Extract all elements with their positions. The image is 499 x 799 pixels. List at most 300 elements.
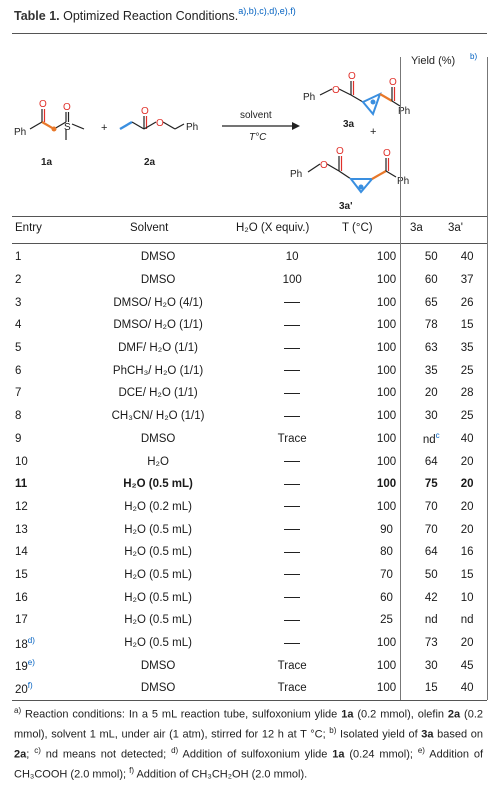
product-3a-prime-o3: O bbox=[383, 148, 391, 159]
cell-entry bbox=[12, 291, 90, 314]
cell-solvent bbox=[90, 654, 227, 677]
cell-water bbox=[227, 541, 358, 564]
temp-value: 100 bbox=[376, 500, 397, 513]
cell-temp bbox=[358, 337, 416, 360]
cell-solvent bbox=[90, 314, 227, 337]
cell-yield-3a-prime bbox=[447, 564, 487, 587]
water-value: Trace bbox=[277, 432, 307, 445]
cell-water bbox=[227, 269, 358, 292]
cell-temp bbox=[358, 291, 416, 314]
cell-yield-3a bbox=[415, 518, 447, 541]
table-caption: Optimized Reaction Conditions. bbox=[63, 9, 239, 24]
cell-yield-3a-prime bbox=[447, 314, 487, 337]
cell-water bbox=[227, 473, 358, 496]
cell-yield-3a-prime bbox=[447, 677, 487, 700]
cell-yield-3a bbox=[415, 632, 447, 655]
cell-solvent bbox=[90, 473, 227, 496]
cell-yield-3a bbox=[415, 314, 447, 337]
footnote-f-text: Addition of CH₃CH₂OH (2.0 mmol). bbox=[136, 768, 308, 781]
cell-yield-3a bbox=[415, 496, 447, 519]
yield-3a-prime-value: 40 bbox=[460, 432, 474, 445]
table-row bbox=[12, 314, 487, 337]
yield-3a-value: 78 bbox=[424, 319, 438, 332]
reactant-1a-s: S bbox=[64, 122, 71, 133]
product-3a-o2: O bbox=[348, 71, 356, 82]
cell-water bbox=[227, 291, 358, 314]
solvent-value: DMSO bbox=[140, 274, 176, 287]
yield-3a-value: 73 bbox=[424, 637, 438, 650]
temp-value: 100 bbox=[376, 410, 397, 423]
reaction-scheme bbox=[0, 34, 499, 214]
temp-value: 100 bbox=[376, 364, 397, 377]
footnote-b-bold-1: 3a bbox=[421, 728, 434, 741]
cell-yield-3a bbox=[415, 450, 447, 473]
table-row bbox=[12, 564, 487, 587]
cell-solvent bbox=[90, 564, 227, 587]
cell-water bbox=[227, 359, 358, 382]
yield-3a-value: 35 bbox=[424, 364, 438, 377]
table-row bbox=[12, 291, 487, 314]
reaction-arrowhead bbox=[292, 122, 300, 130]
reactant-1a-o1: O bbox=[39, 99, 47, 110]
cell-water bbox=[227, 518, 358, 541]
cell-yield-3a-prime bbox=[447, 382, 487, 405]
col-header-water: H₂O (X equiv.) bbox=[236, 222, 310, 234]
plus-sign-1: + bbox=[101, 122, 108, 134]
yield-3a-prime-value: 45 bbox=[460, 659, 474, 672]
reactant-2a-o2: O bbox=[156, 118, 164, 129]
table-row bbox=[12, 450, 487, 473]
yield-3a-value: 30 bbox=[424, 659, 438, 672]
yield-3a-value: nd bbox=[424, 614, 438, 627]
solvent-value: DMSO/ H₂O (1/1) bbox=[113, 319, 203, 332]
cell-yield-3a-prime bbox=[447, 405, 487, 428]
table-body bbox=[12, 246, 487, 700]
cell-yield-3a bbox=[415, 359, 447, 382]
solvent-value: DMSO bbox=[140, 251, 176, 264]
entry-number: 11 bbox=[15, 478, 28, 491]
yield-3a-value: 50 bbox=[424, 568, 438, 581]
yield-3a-value: 70 bbox=[424, 500, 438, 513]
entry-number: 10 bbox=[15, 455, 28, 468]
cell-yield-3a-prime bbox=[447, 337, 487, 360]
entry-note: d) bbox=[27, 635, 35, 645]
entry-number: 20 bbox=[15, 683, 28, 696]
cell-temp bbox=[358, 518, 416, 541]
cell-entry bbox=[12, 632, 90, 655]
not-applicable-dash bbox=[284, 325, 300, 326]
yield-3a-value: 63 bbox=[424, 342, 438, 355]
arrow-condition-bottom: T°C bbox=[249, 132, 267, 143]
cell-yield-3a bbox=[415, 609, 447, 632]
cell-water bbox=[227, 246, 358, 269]
yield-3a-prime-value: 26 bbox=[460, 296, 474, 309]
solvent-value: H₂O bbox=[147, 455, 169, 468]
table-row bbox=[12, 632, 487, 655]
temp-value: 100 bbox=[376, 342, 397, 355]
entry-number: 7 bbox=[15, 387, 22, 400]
cell-entry bbox=[12, 337, 90, 360]
footnote-a-text-2: (0.2 mmol), olefin bbox=[353, 708, 448, 721]
table-bottom-rule bbox=[12, 700, 487, 701]
cell-water bbox=[227, 405, 358, 428]
not-applicable-dash bbox=[284, 461, 300, 462]
plus-sign-2: + bbox=[370, 126, 377, 138]
yield-3a-value: 60 bbox=[424, 274, 438, 287]
solvent-value: H₂O (0.2 mL) bbox=[124, 500, 192, 513]
cell-solvent bbox=[90, 291, 227, 314]
cell-yield-3a-prime bbox=[447, 473, 487, 496]
water-value: Trace bbox=[277, 659, 307, 672]
yield-3a-value: 70 bbox=[424, 523, 438, 536]
reactant-1a-marker bbox=[52, 127, 57, 132]
cell-water bbox=[227, 586, 358, 609]
entry-number: 14 bbox=[15, 546, 28, 559]
footnote-a-bold-2: 2a bbox=[447, 708, 461, 721]
entry-number: 2 bbox=[15, 274, 22, 287]
solvent-value: H₂O (0.5 mL) bbox=[124, 614, 192, 627]
cell-entry bbox=[12, 609, 90, 632]
entry-number: 8 bbox=[15, 410, 22, 423]
cell-yield-3a-prime bbox=[447, 632, 487, 655]
entry-number: 6 bbox=[15, 364, 22, 377]
temp-value: 100 bbox=[376, 682, 397, 695]
cell-temp bbox=[358, 586, 416, 609]
reactant-2a-ph: Ph bbox=[186, 122, 199, 133]
footnote-f-mark: f) bbox=[129, 766, 134, 776]
footnote-e-text: Addition of CH₃COOH (2.0 mmol); bbox=[14, 748, 484, 781]
solvent-value: DCE/ H₂O (1/1) bbox=[118, 387, 198, 400]
footnote-d-bold: 1a bbox=[332, 748, 345, 761]
entry-number: 5 bbox=[15, 342, 22, 355]
cell-temp bbox=[358, 314, 416, 337]
table-row bbox=[12, 677, 487, 700]
solvent-value: DMSO bbox=[140, 432, 176, 445]
cell-solvent bbox=[90, 337, 227, 360]
entry-note: f) bbox=[27, 680, 33, 690]
entry-number: 19 bbox=[15, 661, 28, 674]
table-row bbox=[12, 518, 487, 541]
cell-solvent bbox=[90, 541, 227, 564]
product-3a-prime-o2: O bbox=[336, 146, 344, 157]
temp-value: 70 bbox=[380, 568, 393, 581]
temp-value: 100 bbox=[376, 637, 397, 650]
table-title bbox=[14, 7, 296, 23]
cell-solvent bbox=[90, 269, 227, 292]
cell-temp bbox=[358, 632, 416, 655]
entry-number: 12 bbox=[15, 500, 28, 513]
yield-3a-prime-value: 25 bbox=[460, 364, 474, 377]
yield-3a-value: nd bbox=[422, 434, 436, 447]
yield-3a-value: 64 bbox=[424, 455, 438, 468]
table-row bbox=[12, 586, 487, 609]
solvent-value: DMSO bbox=[140, 659, 176, 672]
cell-yield-3a bbox=[415, 564, 447, 587]
cell-yield-3a-prime bbox=[447, 496, 487, 519]
temp-value: 60 bbox=[380, 591, 393, 604]
yield-3a-value: 50 bbox=[424, 251, 438, 264]
not-applicable-dash bbox=[284, 370, 300, 371]
table-title-notes: a),b),c),d),e),f) bbox=[238, 6, 296, 16]
solvent-value: DMF/ H₂O (1/1) bbox=[118, 342, 198, 355]
header-top-rule bbox=[12, 216, 487, 217]
solvent-value: CH₃CN/ H₂O (1/1) bbox=[111, 410, 205, 423]
cell-water bbox=[227, 314, 358, 337]
col-header-solvent: Solvent bbox=[130, 222, 169, 234]
table-row bbox=[12, 428, 487, 451]
cell-yield-3a-prime bbox=[447, 246, 487, 269]
cell-temp bbox=[358, 541, 416, 564]
cell-temp bbox=[358, 405, 416, 428]
cell-entry bbox=[12, 359, 90, 382]
reactant-2a-label: 2a bbox=[144, 157, 156, 168]
entry-number: 18 bbox=[15, 638, 28, 651]
product-3a-prime-ph1: Ph bbox=[290, 169, 303, 180]
cell-temp bbox=[358, 496, 416, 519]
entry-number: 15 bbox=[15, 568, 28, 581]
product-3a-prime-label: 3a' bbox=[339, 201, 353, 212]
cell-entry bbox=[12, 428, 90, 451]
yield-3a-value: 42 bbox=[424, 591, 438, 604]
cell-water bbox=[227, 450, 358, 473]
cell-yield-3a bbox=[415, 654, 447, 677]
entry-number: 4 bbox=[15, 319, 22, 332]
yield-3a-prime-value: 20 bbox=[460, 455, 474, 468]
cell-solvent bbox=[90, 586, 227, 609]
cell-water bbox=[227, 677, 358, 700]
yield-3a-value: 30 bbox=[424, 410, 438, 423]
entry-number: 1 bbox=[15, 251, 22, 264]
cell-entry bbox=[12, 405, 90, 428]
col-header-entry: Entry bbox=[15, 222, 42, 234]
footnote-a-text-1: Reaction conditions: In a 5 mL reaction tube, sulfoxonium ylide bbox=[25, 708, 342, 721]
cell-temp bbox=[358, 564, 416, 587]
table-row bbox=[12, 337, 487, 360]
yield-3a-value: 65 bbox=[424, 296, 438, 309]
cell-solvent bbox=[90, 677, 227, 700]
entry-number: 3 bbox=[15, 296, 22, 309]
arrow-condition-top: solvent bbox=[240, 110, 272, 121]
table-row bbox=[12, 246, 487, 269]
yield-3a-prime-value: 15 bbox=[460, 319, 474, 332]
yield-header: Yield (%) bbox=[411, 55, 456, 67]
product-3a-ph1: Ph bbox=[303, 92, 316, 103]
table-row bbox=[12, 609, 487, 632]
water-value: 10 bbox=[285, 251, 299, 264]
cell-water bbox=[227, 337, 358, 360]
cell-entry bbox=[12, 541, 90, 564]
yield-3a-prime-value: 16 bbox=[460, 546, 474, 559]
yield-3a-prime-value: 40 bbox=[460, 251, 474, 264]
cell-yield-3a-prime bbox=[447, 269, 487, 292]
footnote-b-mark: b) bbox=[329, 726, 337, 736]
yield-3a-value: 15 bbox=[424, 682, 438, 695]
solvent-value: DMSO bbox=[140, 682, 176, 695]
cell-yield-3a bbox=[415, 428, 447, 451]
solvent-value: H₂O (0.5 mL) bbox=[124, 591, 192, 604]
temp-value: 100 bbox=[376, 319, 397, 332]
cell-yield-3a bbox=[415, 291, 447, 314]
footnote-b-text-1: Isolated yield of bbox=[340, 728, 422, 741]
footnote-a-bold-1: 1a bbox=[341, 708, 354, 721]
cell-water bbox=[227, 382, 358, 405]
cell-entry bbox=[12, 246, 90, 269]
table-row bbox=[12, 654, 487, 677]
solvent-value: H₂O (0.5 mL) bbox=[124, 637, 192, 650]
reactant-1a-label: 1a bbox=[41, 157, 53, 168]
cell-yield-3a-prime bbox=[447, 541, 487, 564]
col-header-yield-3a-prime: 3a' bbox=[448, 222, 463, 234]
cell-entry bbox=[12, 382, 90, 405]
header-bottom-rule bbox=[12, 243, 487, 244]
table-row bbox=[12, 541, 487, 564]
cell-yield-3a bbox=[415, 677, 447, 700]
product-3a-label: 3a bbox=[343, 119, 355, 130]
cell-entry bbox=[12, 269, 90, 292]
yield-3a-prime-value: 10 bbox=[460, 591, 474, 604]
cell-entry bbox=[12, 314, 90, 337]
yield-3a-prime-value: 25 bbox=[460, 410, 474, 423]
cell-temp bbox=[358, 473, 416, 496]
not-applicable-dash bbox=[284, 597, 300, 598]
cell-yield-3a bbox=[415, 269, 447, 292]
cell-yield-3a bbox=[415, 473, 447, 496]
cell-temp bbox=[358, 609, 416, 632]
yield-column-separator-right bbox=[487, 57, 488, 700]
temp-value: 80 bbox=[380, 546, 393, 559]
cell-yield-3a-prime bbox=[447, 654, 487, 677]
reactant-1a-o2: O bbox=[63, 102, 71, 113]
footnote-d-text-2: (0.24 mmol); bbox=[344, 748, 413, 761]
entry-number: 16 bbox=[15, 591, 28, 604]
footnote-e-mark: e) bbox=[417, 746, 425, 756]
cell-temp bbox=[358, 654, 416, 677]
cell-solvent bbox=[90, 405, 227, 428]
cell-solvent bbox=[90, 246, 227, 269]
table-row bbox=[12, 269, 487, 292]
yield-3a-value: 64 bbox=[424, 546, 438, 559]
cell-entry bbox=[12, 473, 90, 496]
product-3a-o3: O bbox=[389, 77, 397, 88]
not-applicable-dash bbox=[284, 506, 300, 507]
cell-entry bbox=[12, 564, 90, 587]
temp-value: 100 bbox=[376, 478, 397, 491]
cell-temp bbox=[358, 246, 416, 269]
cell-solvent bbox=[90, 359, 227, 382]
temp-value: 100 bbox=[376, 659, 397, 672]
footnote-b-text-2: based on bbox=[433, 728, 484, 741]
cell-temp bbox=[358, 359, 416, 382]
not-applicable-dash bbox=[284, 348, 300, 349]
yield-3a-prime-value: 20 bbox=[460, 478, 474, 491]
not-applicable-dash bbox=[284, 393, 300, 394]
yield-3a-value: 20 bbox=[424, 387, 438, 400]
not-applicable-dash bbox=[284, 529, 300, 530]
temp-value: 100 bbox=[376, 251, 397, 264]
not-applicable-dash bbox=[284, 620, 300, 621]
footnote-b-bold-2: 2a bbox=[14, 748, 27, 761]
cell-yield-3a bbox=[415, 405, 447, 428]
cell-solvent bbox=[90, 632, 227, 655]
table-row bbox=[12, 359, 487, 382]
cell-yield-3a-prime bbox=[447, 428, 487, 451]
product-3a-prime-o1: O bbox=[320, 160, 328, 171]
conditions-table bbox=[12, 246, 487, 700]
not-applicable-dash bbox=[284, 302, 300, 303]
yield-3a-prime-value: 28 bbox=[460, 387, 474, 400]
cell-yield-3a bbox=[415, 246, 447, 269]
yield-3a-prime-value: 20 bbox=[460, 637, 474, 650]
cell-temp bbox=[358, 382, 416, 405]
footnote-c-text: nd means not detected; bbox=[45, 748, 167, 761]
cell-water bbox=[227, 564, 358, 587]
cell-entry bbox=[12, 586, 90, 609]
footnote-a-text-3: (0.2 mmol), solvent 1 mL, under air (1 atm), stirred for 12 h at T °C; bbox=[14, 708, 484, 741]
cell-yield-3a-prime bbox=[447, 450, 487, 473]
temp-value: 100 bbox=[376, 296, 397, 309]
cell-water bbox=[227, 428, 358, 451]
cell-yield-3a-prime bbox=[447, 291, 487, 314]
not-applicable-dash bbox=[284, 484, 300, 485]
solvent-value: DMSO/ H₂O (4/1) bbox=[113, 296, 203, 309]
cell-solvent bbox=[90, 518, 227, 541]
not-applicable-dash bbox=[284, 643, 300, 644]
footnote-a-mark: a) bbox=[14, 706, 22, 715]
temp-value: 90 bbox=[380, 523, 393, 536]
product-3a-o1: O bbox=[332, 85, 340, 96]
cell-water bbox=[227, 609, 358, 632]
cell-solvent bbox=[90, 428, 227, 451]
cell-solvent bbox=[90, 609, 227, 632]
table-row bbox=[12, 473, 487, 496]
reactant-1a-structure bbox=[30, 109, 84, 140]
reactant-1a-ph: Ph bbox=[14, 127, 27, 138]
yield-3a-prime-value: 15 bbox=[460, 568, 474, 581]
solvent-value: H₂O (0.5 mL) bbox=[123, 478, 193, 491]
yield-3a-prime-value: 40 bbox=[460, 682, 474, 695]
footnote-c-mark: c) bbox=[34, 746, 41, 756]
yield-3a-prime-value: 20 bbox=[460, 500, 474, 513]
product-3a-prime-ph2: Ph bbox=[397, 176, 410, 187]
solvent-value: H₂O (0.5 mL) bbox=[124, 546, 192, 559]
solvent-value: H₂O (0.5 mL) bbox=[124, 523, 192, 536]
table-row bbox=[12, 382, 487, 405]
cell-yield-3a-prime bbox=[447, 518, 487, 541]
cell-entry bbox=[12, 677, 90, 700]
cell-entry bbox=[12, 654, 90, 677]
yield-3a-value: 75 bbox=[424, 478, 438, 491]
cell-entry bbox=[12, 496, 90, 519]
cell-water bbox=[227, 632, 358, 655]
cell-solvent bbox=[90, 496, 227, 519]
not-applicable-dash bbox=[284, 574, 300, 575]
cell-yield-3a bbox=[415, 541, 447, 564]
temp-value: 100 bbox=[376, 455, 397, 468]
yield-3a-prime-value: nd bbox=[460, 614, 474, 627]
entry-number: 13 bbox=[15, 523, 28, 536]
col-header-temp: T (°C) bbox=[342, 222, 373, 234]
reactant-2a-o1: O bbox=[141, 106, 149, 117]
water-value: Trace bbox=[277, 682, 307, 695]
water-value: 100 bbox=[282, 274, 302, 287]
solvent-value: PhCH₃/ H₂O (1/1) bbox=[112, 364, 204, 377]
entry-number: 9 bbox=[15, 432, 22, 445]
entry-note: e) bbox=[27, 658, 35, 668]
cell-entry bbox=[12, 518, 90, 541]
cell-entry bbox=[12, 450, 90, 473]
cell-yield-3a-prime bbox=[447, 359, 487, 382]
temp-value: 25 bbox=[380, 614, 393, 627]
